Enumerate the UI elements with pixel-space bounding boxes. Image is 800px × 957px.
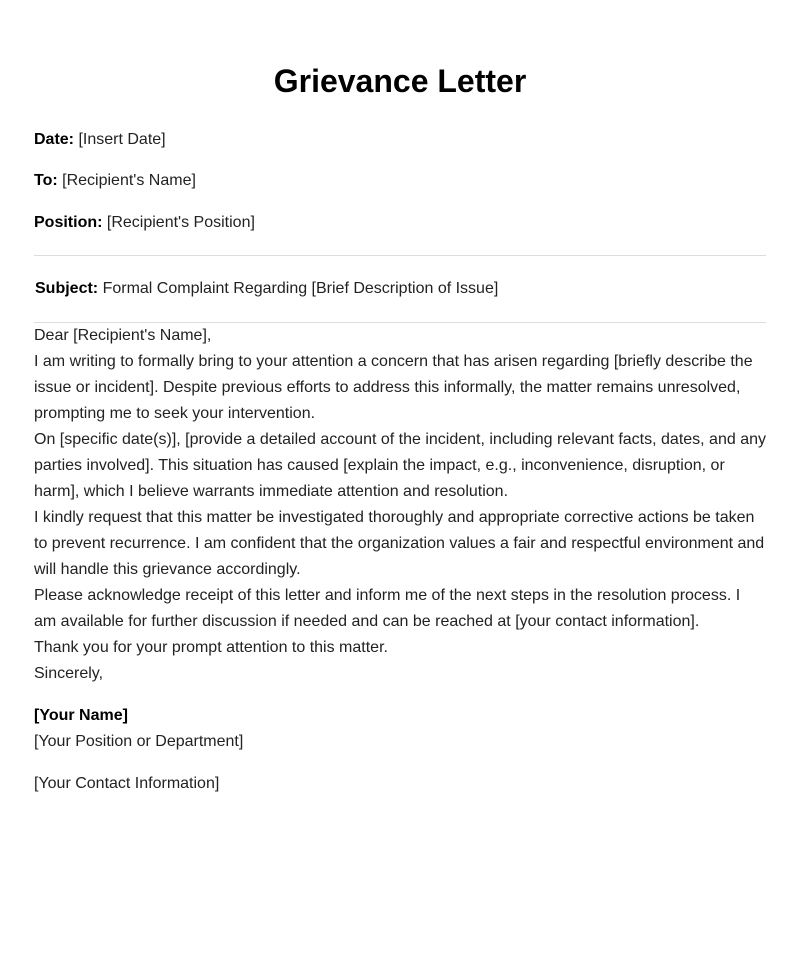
closing: Sincerely, (34, 665, 104, 682)
body-paragraph-3: I kindly request that this matter be investigated thoroughly and appropriate corrective actions be taken to prevent recurrence. I am confident that the organization values a fair and respectful environment and will handle this grievance accordingly. (34, 509, 765, 578)
thank-you-line: Thank you for your prompt attention to this matter. (34, 639, 388, 656)
position-field (34, 213, 766, 233)
divider-top (34, 255, 766, 256)
position-value: [Recipient's Position] (106, 214, 255, 231)
recipient-value: [Recipient's Name] (62, 172, 196, 189)
signature-position: [Your Position or Department] (34, 733, 244, 750)
subject-line (34, 279, 766, 299)
recipient-label: To: (34, 172, 58, 189)
subject-label: Subject: (35, 280, 99, 297)
body-paragraph-4: Please acknowledge receipt of this letter and inform me of the next steps in the resolution process. I am available for further discussion if needed and can be reached at [your contact information]. (34, 587, 741, 630)
recipient-field (34, 171, 766, 191)
position-label: Position: (34, 214, 103, 231)
date-field (34, 130, 766, 150)
subject-value: Formal Complaint Regarding [Brief Description of Issue] (102, 280, 499, 297)
page-title: Grievance Letter (273, 63, 527, 99)
body-paragraph-1: I am writing to formally bring to your attention a concern that has arisen regarding [briefly describe the issue or incident]. Despite previous efforts to address this informally, the matter remains unresolved, prompting me to seek your intervention. (34, 353, 753, 422)
body-paragraph-2: On [specific date(s)], [provide a detailed account of the incident, including relevant facts, dates, and any parties involved]. This situation has caused [explain the impact, e.g., inconvenience, disruption, or harm], which I believe warrants immediate attention and resolution. (34, 431, 766, 500)
signature-name: [Your Name] (34, 707, 128, 724)
signature-contact: [Your Contact Information] (34, 775, 220, 792)
greeting: Dear [Recipient's Name], (34, 327, 212, 344)
date-value: [Insert Date] (78, 131, 166, 148)
date-label: Date: (34, 131, 75, 148)
